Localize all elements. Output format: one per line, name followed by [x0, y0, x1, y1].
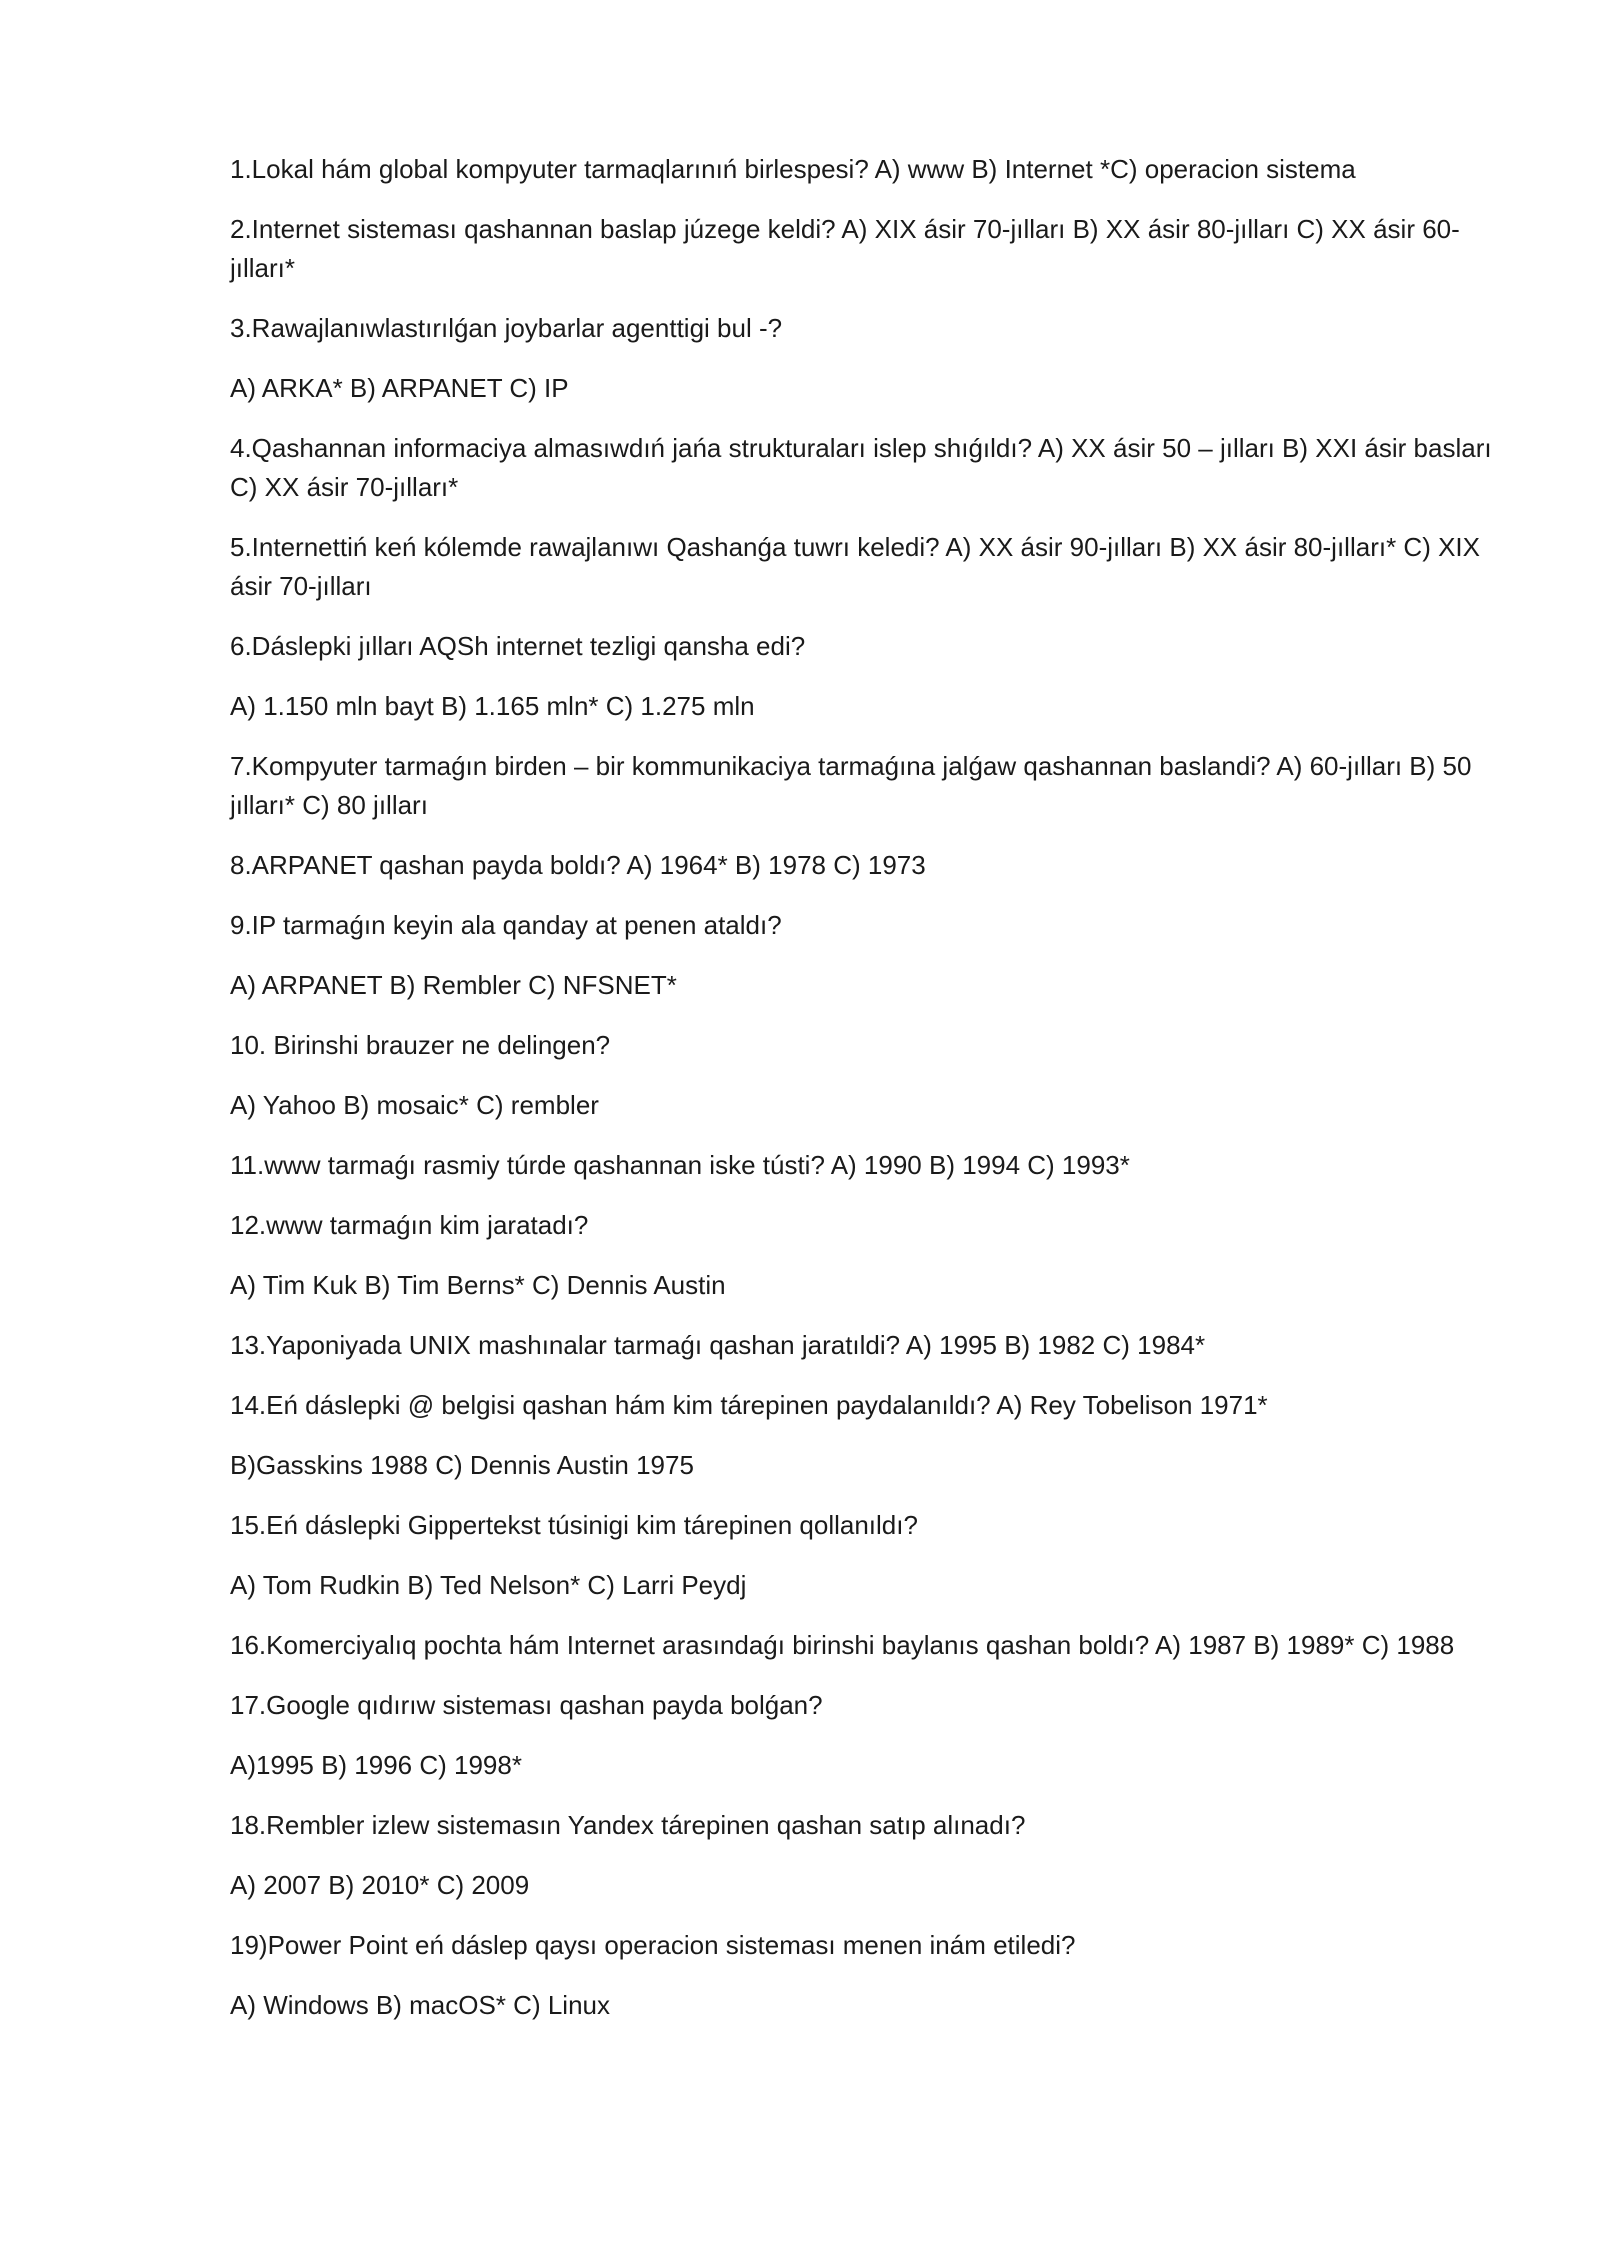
question-13: 13.Yaponiyada UNIX mashınalar tarmaǵı qashan jaratıldi? A) 1995 B) 1982 C) 1984* [230, 1330, 1206, 1360]
question-12: 12.www tarmaǵın kim jaratadı? [230, 1210, 589, 1240]
question-8: 8.ARPANET qashan payda boldı? A) 1964* B) 1978 C) 1973 [230, 850, 926, 880]
question-4: 4.Qashannan informaciya almasıwdıń jańa strukturaları islep shıǵıldı? A) XX ásir 50 – jılları B) XXI ásir basları C) XX ásir 70-jılları* [230, 433, 1492, 502]
answers-10: A) Yahoo B) mosaic* C) rembler [230, 1090, 599, 1120]
question-2: 2.Internet sisteması qashannan baslap júzege keldi? A) XIX ásir 70-jılları B) XX ásir 80-jılları C) XX ásir 60-jılları* [230, 214, 1460, 283]
question-15: 15.Eń dáslepki Gippertekst túsinigi kim tárepinen qollanıldı? [230, 1510, 918, 1540]
document-page [230, 150, 1510, 2046]
question-9: 9.IP tarmaǵın keyin ala qanday at penen ataldı? [230, 910, 782, 940]
question-14: 14.Eń dáslepki @ belgisi qashan hám kim tárepinen paydalanıldı? A) Rey Tobelison 1971* [230, 1390, 1268, 1420]
question-16: 16.Komerciyalıq pochta hám Internet arasındaǵı birinshi baylanıs qashan boldı? A) 1987 B) 1989* C) 1988 [230, 1630, 1455, 1660]
question-17: 17.Google qıdırıw sisteması qashan payda bolǵan? [230, 1690, 823, 1720]
question-10: 10. Birinshi brauzer ne delingen? [230, 1030, 611, 1060]
answers-12: A) Tim Kuk B) Tim Berns* C) Dennis Austin [230, 1270, 726, 1300]
question-11: 11.www tarmaǵı rasmiy túrde qashannan iske tústi? A) 1990 B) 1994 C) 1993* [230, 1150, 1130, 1180]
answers-15: A) Tom Rudkin B) Ted Nelson* C) Larri Peydj [230, 1570, 747, 1600]
question-1: 1.Lokal hám global kompyuter tarmaqlarınıń birlespesi? A) www B) Internet *C) operacion sistema [230, 154, 1356, 184]
question-18: 18.Rembler izlew sistemasın Yandex tárepinen qashan satıp alınadı? [230, 1810, 1026, 1840]
question-6: 6.Dáslepki jılları AQSh internet tezligi qansha edi? [230, 631, 806, 661]
answers-17: A)1995 B) 1996 C) 1998* [230, 1750, 522, 1780]
question-3: 3.Rawajlanıwlastırılǵan joybarlar agenttigi bul -? [230, 313, 783, 343]
answers-19: A) Windows B) macOS* C) Linux [230, 1990, 610, 2020]
answers-18: A) 2007 B) 2010* C) 2009 [230, 1870, 530, 1900]
answers-14: B)Gasskins 1988 C) Dennis Austin 1975 [230, 1450, 694, 1480]
answers-6: A) 1.150 mln bayt B) 1.165 mln* C) 1.275 mln [230, 691, 755, 721]
question-19: 19)Power Point eń dáslep qaysı operacion sisteması menen inám etiledi? [230, 1930, 1076, 1960]
question-7: 7.Kompyuter tarmaǵın birden – bir kommunikaciya tarmaǵına jalǵaw qashannan baslandi? A) 60-jılları B) 50 jılları* C) 80 jılları [230, 751, 1472, 820]
question-5: 5.Internettiń keń kólemde rawajlanıwı Qashanǵa tuwrı keledi? A) XX ásir 90-jılları B) XX ásir 80-jılları* C) XIX ásir 70-jılları [230, 532, 1480, 601]
answers-9: A) ARPANET B) Rembler C) NFSNET* [230, 970, 677, 1000]
answers-3: A) ARKA* B) ARPANET C) IP [230, 373, 569, 403]
